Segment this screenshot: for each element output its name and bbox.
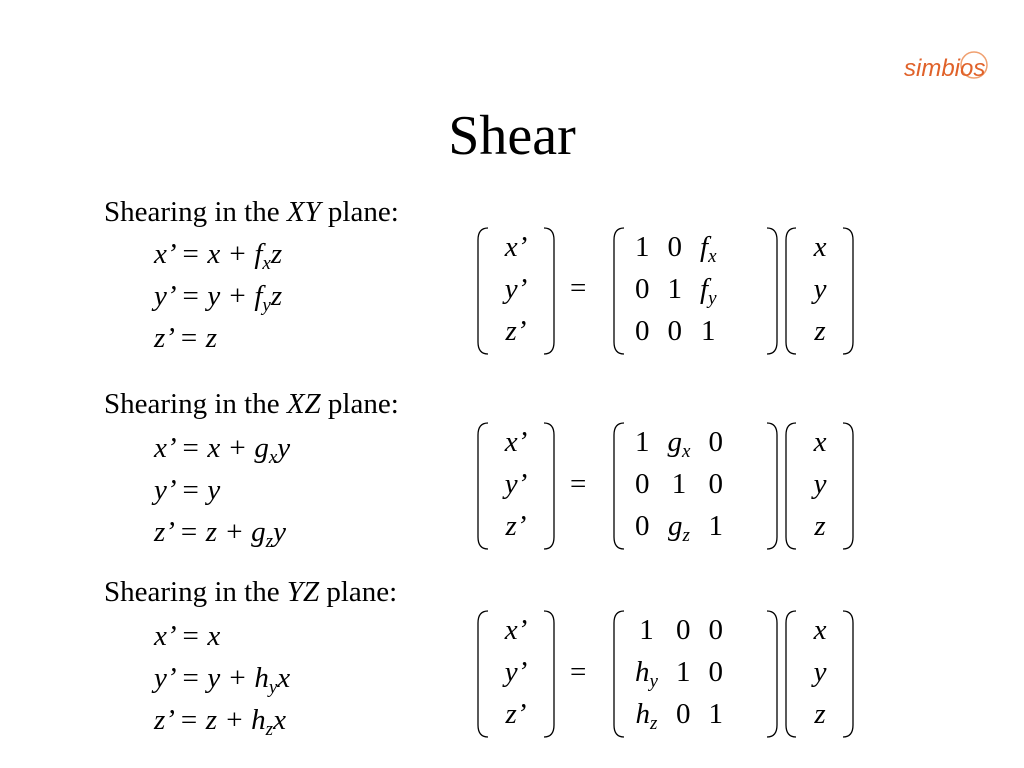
lhs-vector: x’ y’ z’ [504, 231, 528, 347]
heading-post: plane: [320, 196, 399, 228]
right-bracket [767, 611, 777, 737]
heading-pre: Shearing in the [104, 576, 287, 608]
equals-sign: = [570, 468, 587, 500]
svg-text:simbios: simbios [904, 55, 986, 82]
heading-plane: YZ [286, 576, 320, 608]
transform-matrix: 1 0 $f_x$ 0 1 $f_y$ 0 0 1 [635, 231, 717, 347]
slide-title: Shear [448, 105, 576, 167]
right-bracket [767, 423, 777, 549]
transform-matrix: 1 0 0 $h_y$ 1 0 $h_z$ 0 1 [635, 614, 723, 734]
equation: z’ = z [154, 322, 218, 354]
equation: x’ = $x + g_xy$ [154, 432, 291, 468]
right-bracket [544, 228, 554, 354]
left-bracket [614, 423, 624, 549]
lhs-vector: x’ y’ z’ [504, 426, 528, 542]
equals-sign: = [570, 272, 587, 304]
equation: z’ = $z + h_zx$ [154, 704, 286, 740]
rhs-vector: x y z [813, 231, 827, 347]
rhs-vector: x y z [813, 614, 827, 730]
right-bracket [767, 228, 777, 354]
equation: x’ = $x + f_xz$ [154, 238, 283, 274]
equation: y’ = y [154, 474, 221, 506]
left-bracket [786, 423, 796, 549]
left-bracket [478, 611, 488, 737]
left-bracket [786, 228, 796, 354]
left-bracket [614, 228, 624, 354]
heading-plane: XY [286, 196, 321, 228]
left-bracket [614, 611, 624, 737]
equals-sign: = [570, 656, 587, 688]
right-bracket [843, 228, 853, 354]
lhs-vector: x’ y’ z’ [504, 614, 528, 730]
heading-pre: Shearing in the [104, 196, 287, 228]
right-bracket [544, 423, 554, 549]
right-bracket [843, 611, 853, 737]
heading-pre: Shearing in the [104, 388, 287, 420]
equation: z’ = $z + g_zy$ [154, 516, 286, 552]
heading-post: plane: [319, 576, 398, 608]
transform-matrix: 1 $g_x$ 0 0 1 0 0 $g_z$ 1 [635, 426, 723, 546]
equation: y’ = $y + h_yx$ [154, 662, 291, 698]
right-bracket [843, 423, 853, 549]
right-bracket [544, 611, 554, 737]
rhs-vector: x y z [813, 426, 827, 542]
left-bracket [786, 611, 796, 737]
left-bracket [478, 228, 488, 354]
equation: y’ = $y + f_yz$ [154, 280, 283, 316]
left-bracket [478, 423, 488, 549]
equation: x’ = x [154, 620, 221, 652]
heading-plane: XZ [286, 388, 321, 420]
heading-post: plane: [320, 388, 399, 420]
